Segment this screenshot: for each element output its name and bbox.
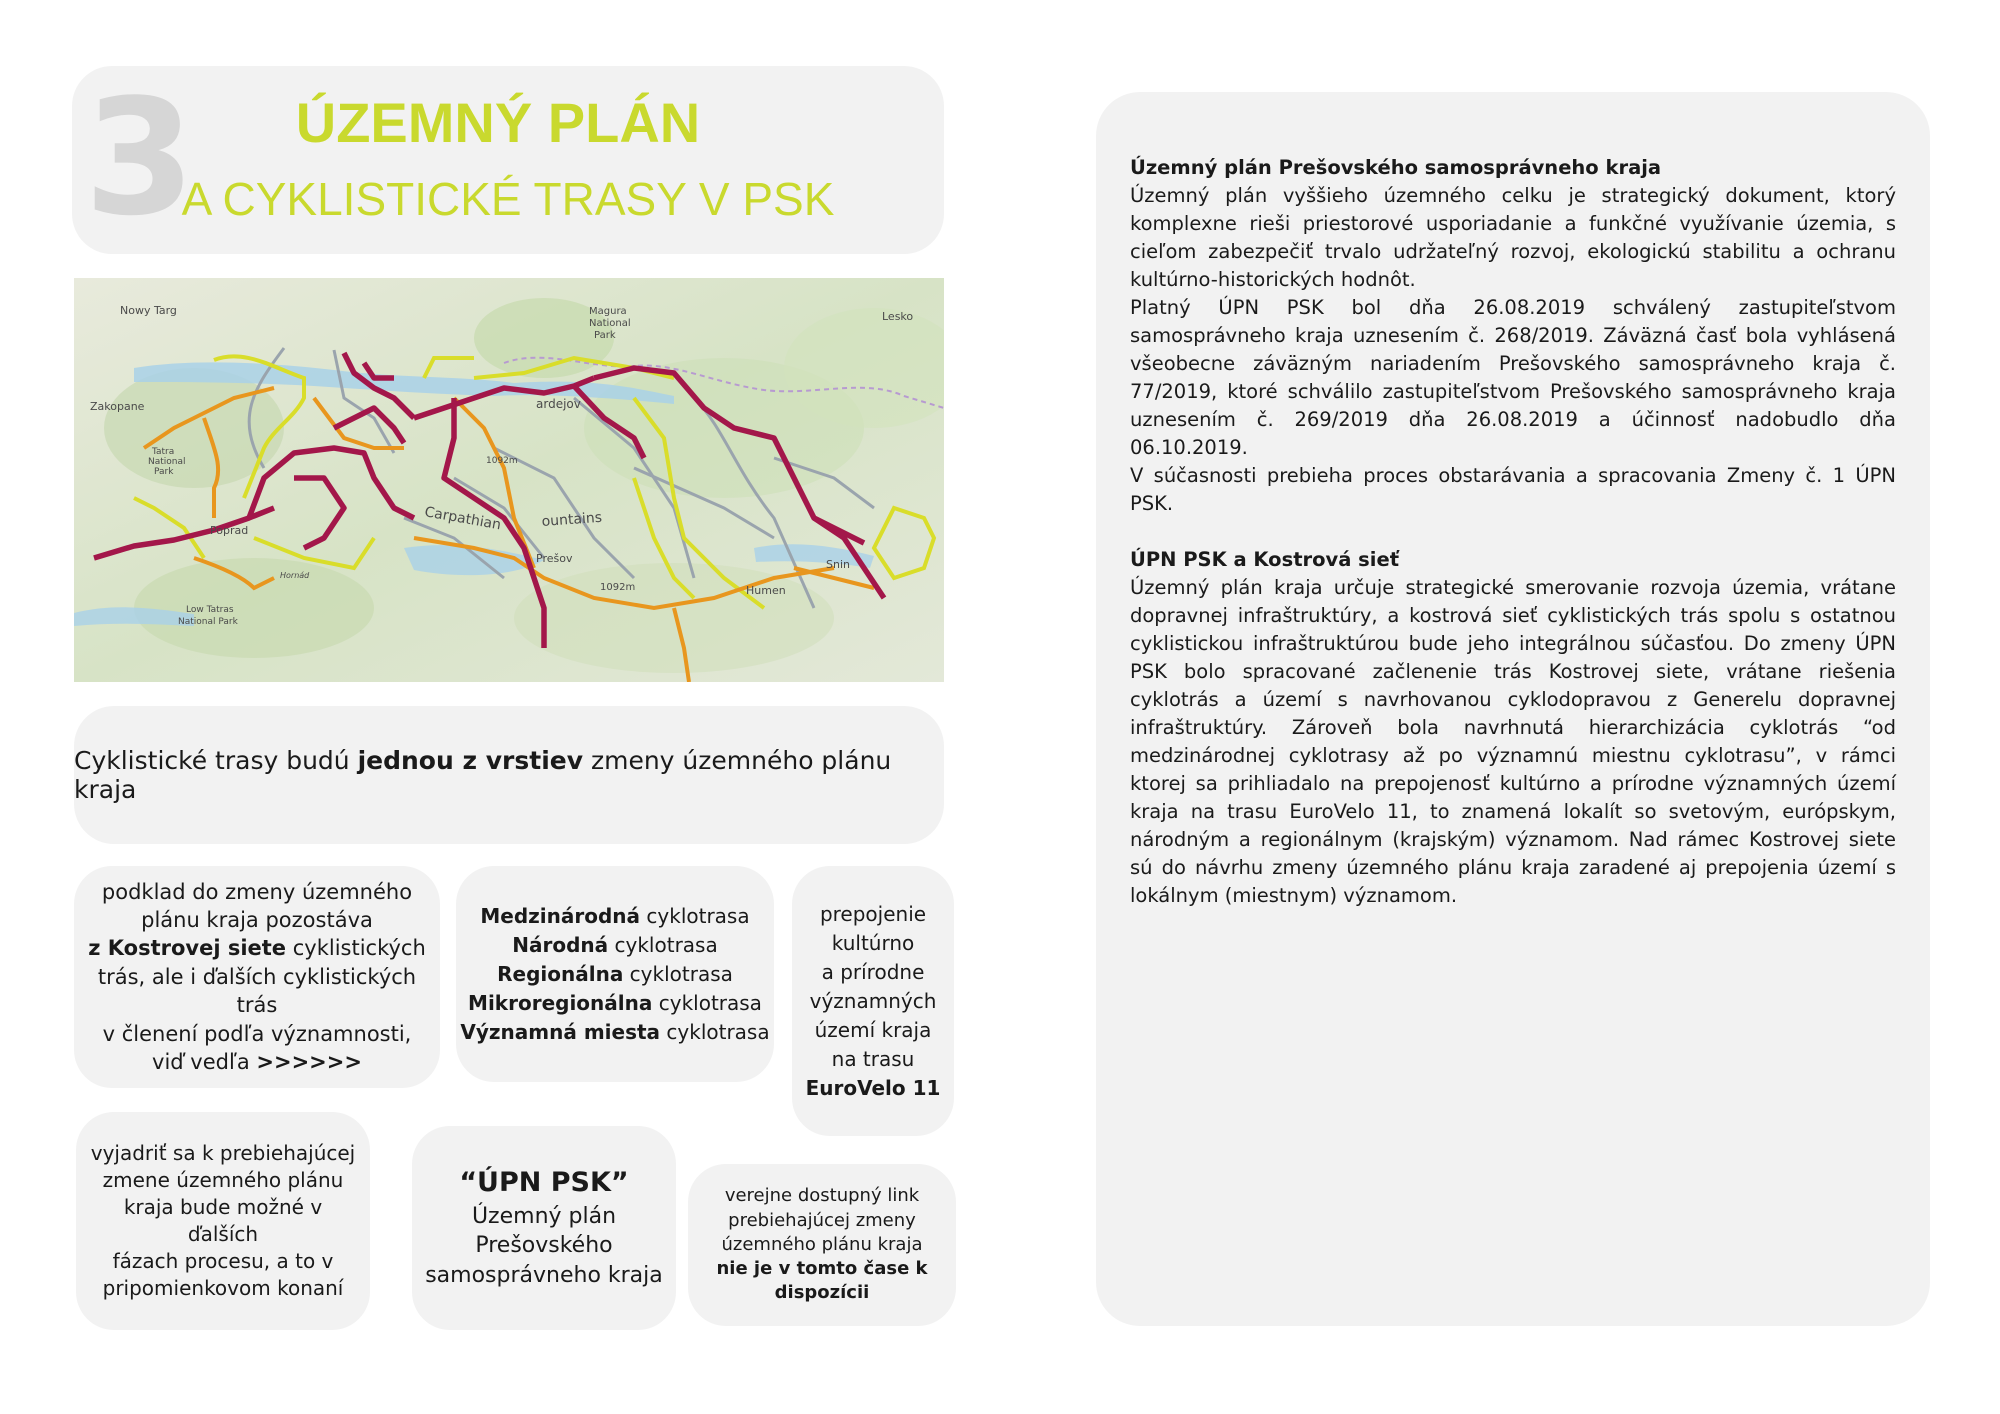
paragraph: Územný plán vyššieho územného celku je strategický dokument, ktorý komplexne rieši priestorové usporiadanie a funkčné využívanie územia, s cieľom zabezpečiť trvalo udržateľný rozvoj, ekologickú stabilitu a ochranu kultúrno-historických hodnôt.	[1130, 184, 1896, 291]
map-label-tatra: Park	[154, 467, 174, 477]
eurovelo-line: kultúrno	[831, 930, 915, 955]
podklad-line: plánu kraja pozostáva	[141, 908, 373, 933]
link-line: verejne dostupný link	[724, 1185, 920, 1207]
paragraph: Platný ÚPN PSK bol dňa 26.08.2019 schválený zastupiteľstvom samosprávneho kraja uznesením č. 268/2019. Záväzná časť bola vyhlásená všeobecne záväzným nariadením Prešovského samosprávneho kraja č. 77/2019, ktoré schválilo zastupiteľstvom Prešovského samosprávneho kraja uznesením č. 269/2019 dňa 26.08.2019 a účinnosť nadobudlo dňa 06.10.2019.	[1130, 296, 1896, 459]
map-label-zakopane: Zakopane	[90, 400, 145, 413]
banner-text	[74, 746, 944, 804]
podklad-line: podklad do zmeny územného	[101, 879, 413, 904]
route-level-name: Regionálna	[497, 961, 624, 986]
route-level-name: Medzinárodná	[480, 903, 641, 928]
link-bold-line	[716, 1281, 927, 1305]
info-box-comments	[76, 1112, 370, 1330]
paragraph: Územný plán kraja určuje strategické smerovanie rozvoja územia, vrátane dopravnej infraštruktúry, a kostrová sieť cyklistických trás spolu s ostatnou cyklistickou infraštruktúrou bude jeho integrálnou súčasťou. Do zmeny ÚPN PSK bolo spracované začlenenie trás Kostrovej siete, vrátane riešenia cyklotrás a území s navrhovanou cyklodopravou z Generelu dopravnej infraštruktúry. Zároveň bola navrhnutá hierarchizácia cyklotrás “od medzinárodnej cyklotrasy až po významnú miestnu cyklotrasu”, v rámci ktorej sa prihliadalo na prepojenosť kultúrno a prírodne významných území kraja na trasu EuroVelo 11, to znamená lokalít so svetovým, európskym, národným a regionálnym (krajským) významom. Nad rámec Kostrovej siete sú do návrhu zmeny územného plánu kraja zaradené aj prepojenia území s lokálnym (miestnym) významom.	[1130, 576, 1896, 907]
info-box-upn-psk	[412, 1126, 676, 1330]
map-label-lesko: Lesko	[882, 310, 914, 323]
comments-line: fázach procesu, a to v	[112, 1249, 334, 1273]
eurovelo-bold: EuroVelo 11	[805, 1075, 941, 1100]
upn-line: Prešovského	[475, 1233, 613, 1259]
podklad-see-next: viď vedľa	[152, 1049, 257, 1074]
section-heading: ÚPN PSK a Kostrová sieť	[1130, 548, 1400, 571]
page-subtitle: A CYKLISTICKÉ TRASY V PSK	[181, 173, 835, 225]
map-graphic	[74, 278, 944, 682]
comments-line: vyjadriť sa k prebiehajúcej	[90, 1141, 356, 1165]
page-title: ÚZEMNÝ PLÁN	[295, 91, 701, 154]
map-label-presov: Prešov	[536, 552, 573, 565]
route-level-name: Významná miesta	[460, 1019, 661, 1044]
route-level-suffix: cyklotrasa	[623, 961, 733, 986]
podklad-line: v členení podľa významnosti,	[102, 1021, 412, 1046]
podklad-bold: z Kostrovej siete	[88, 936, 287, 961]
eurovelo-line: prepojenie	[819, 901, 927, 926]
eurovelo-name	[806, 1074, 941, 1103]
cycling-routes-map	[74, 278, 944, 682]
route-level-suffix: cyklotrasa	[640, 903, 750, 928]
link-line: územného plánu kraja	[721, 1233, 923, 1255]
map-label-magura: Park	[594, 330, 616, 341]
route-level-suffix: cyklotrasa	[660, 1019, 770, 1044]
chapter-header	[72, 66, 944, 254]
map-label-mountains: ountains	[541, 509, 603, 530]
map-label-nowy-targ: Nowy Targ	[120, 304, 177, 317]
route-level-item	[460, 989, 769, 1018]
map-label-carpathian: Carpathian	[423, 504, 503, 534]
link-bold-line	[716, 1257, 927, 1281]
route-level-suffix: cyklotrasa	[608, 932, 718, 957]
map-label-magura: Magura	[589, 306, 627, 317]
link-bold: nie je v tomto čase k	[716, 1258, 928, 1280]
map-label-elevation: 1092m	[486, 456, 518, 466]
upn-abbreviation	[425, 1165, 663, 1201]
info-box-eurovelo	[792, 866, 954, 1136]
upn-line: Územný plán	[471, 1203, 617, 1229]
route-level-name: Národná	[512, 932, 609, 957]
text-panel	[1096, 92, 1930, 1326]
map-label-hornad: Hornád	[280, 571, 310, 580]
comments-line: kraja bude možné v ďalších	[123, 1195, 323, 1246]
text-panel-content	[1130, 154, 1896, 910]
podklad-line	[82, 1048, 432, 1076]
info-box-podklad	[74, 866, 440, 1088]
banner-text-start: Cyklistické trasy budú	[74, 746, 358, 775]
eurovelo-line: a prírodne	[821, 959, 925, 984]
podklad-line	[82, 934, 432, 962]
podklad-line: trás, ale i ďalších cyklistických trás	[97, 964, 417, 1018]
route-level-item	[460, 1018, 769, 1047]
map-label-low-tatras: Low Tatras	[186, 605, 234, 615]
map-label-elevation: 1092m	[600, 582, 636, 593]
chapter-number: 3	[84, 64, 196, 251]
map-label-low-tatras: National Park	[178, 617, 238, 627]
route-level-item	[460, 931, 769, 960]
upn-line: samosprávneho kraja	[425, 1263, 663, 1289]
eurovelo-line: území kraja	[814, 1017, 932, 1042]
route-level-name: Mikroregionálna	[468, 990, 653, 1015]
info-box-link	[688, 1164, 956, 1326]
podklad-line-rest: cyklistických	[286, 936, 426, 961]
layers-banner	[74, 706, 944, 844]
route-level-item	[460, 960, 769, 989]
route-level-item	[460, 902, 769, 931]
route-level-suffix: cyklotrasa	[652, 990, 762, 1015]
map-label-snina: Snin	[826, 558, 850, 571]
eurovelo-line: významných	[809, 988, 937, 1013]
comments-line: pripomienkovom konaní	[102, 1276, 344, 1300]
map-label-tatra: Tatra	[152, 447, 175, 457]
banner-text-end: zmeny územného plánu kraja	[74, 746, 892, 804]
info-box-route-hierarchy	[456, 866, 774, 1082]
map-label-poprad: Poprad	[210, 524, 249, 537]
banner-text-bold: jednou z vrstiev	[357, 746, 584, 775]
map-label-magura: National	[589, 318, 631, 329]
upn-bold: “ÚPN PSK”	[459, 1167, 629, 1199]
eurovelo-line: na trasu	[831, 1046, 915, 1071]
link-line: prebiehajúcej zmeny	[728, 1209, 916, 1231]
link-bold: dispozícii	[774, 1282, 870, 1304]
map-label-bardejov: ardejov	[536, 397, 581, 411]
map-label-humenne: Humen	[746, 584, 786, 597]
map-label-tatra: National	[148, 457, 186, 467]
section-heading: Územný plán Prešovského samosprávneho kraja	[1130, 156, 1662, 179]
paragraph: V súčasnosti prebieha proces obstarávania a spracovania Zmeny č. 1 ÚPN PSK.	[1130, 464, 1896, 515]
spacer	[1130, 518, 1896, 546]
terrain-patch	[134, 558, 374, 658]
comments-line: zmene územného plánu	[102, 1168, 344, 1192]
podklad-arrows: >>>>>>	[256, 1049, 362, 1074]
